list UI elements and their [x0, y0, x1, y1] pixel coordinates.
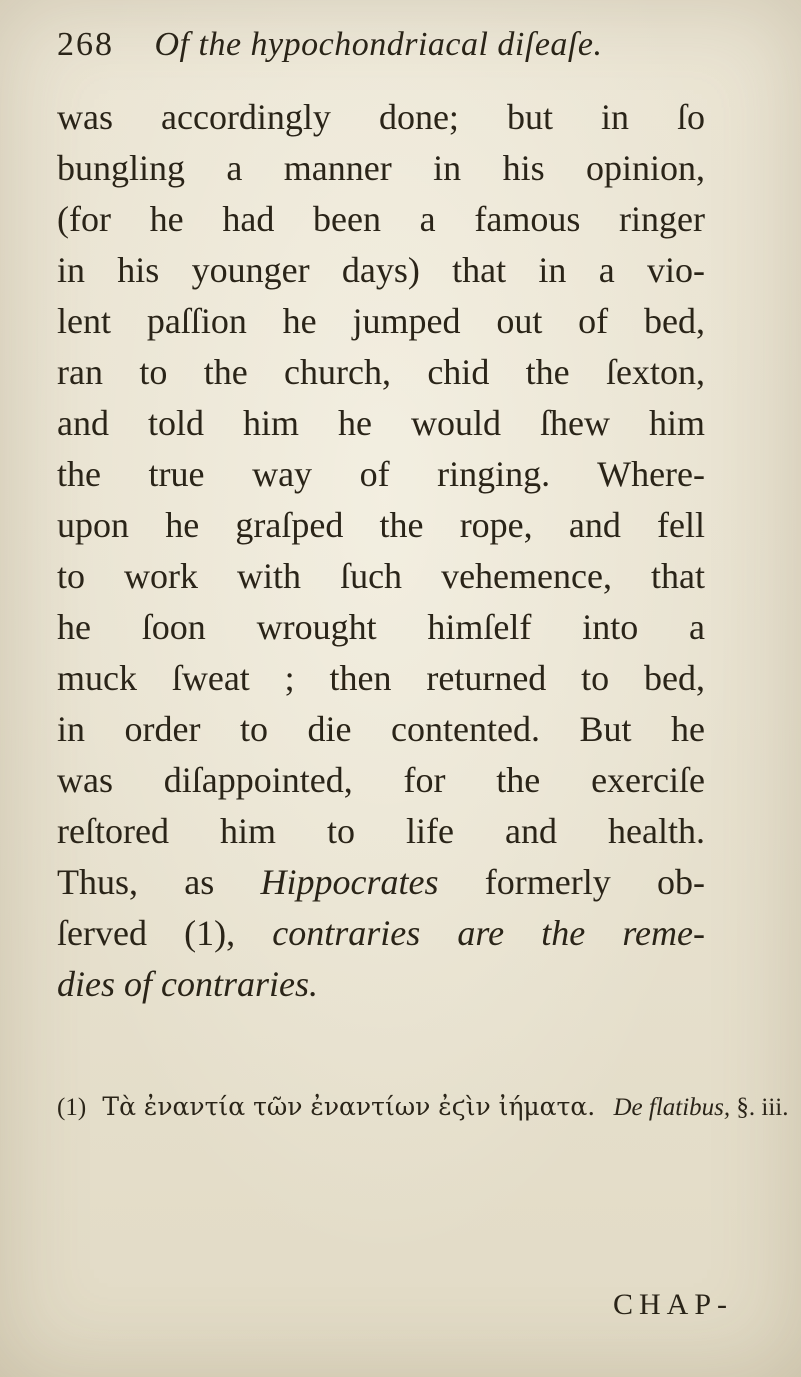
body-line — [57, 143, 705, 194]
body-line-segment: bungling a manner in his opinion, — [57, 148, 705, 188]
body-line-segment: Thus, as — [57, 862, 261, 902]
body-text — [57, 92, 705, 1010]
body-line-segment: was diſappointed, for the exerciſe — [57, 760, 705, 800]
body-line-segment: muck ſweat ; then returned to bed, — [57, 658, 705, 698]
body-line — [57, 551, 705, 602]
footnote — [57, 1090, 789, 1125]
body-line — [57, 398, 705, 449]
body-line-segment: contraries are the reme- — [272, 913, 705, 953]
body-line-segment: and told him he would ſhew him — [57, 403, 705, 443]
body-line-segment: he ſoon wrought himſelf into a — [57, 607, 705, 647]
body-line-segment: was accordingly done; but in ſo — [57, 97, 705, 137]
body-line — [57, 245, 705, 296]
body-line-segment: in his younger days) that in a vio- — [57, 250, 705, 290]
body-line-segment: (for he had been a famous ringer — [57, 199, 705, 239]
footnote-marker: (1) — [57, 1094, 87, 1121]
body-line — [57, 857, 705, 908]
page-number: 268 — [57, 26, 114, 63]
body-line — [57, 959, 705, 1010]
body-line — [57, 806, 705, 857]
body-line-segment: the true way of ringing. Where- — [57, 454, 705, 494]
catchword: CHAP- — [612, 1288, 733, 1321]
page-header — [57, 26, 707, 64]
body-line-segment: to work with ſuch vehemence, that — [57, 556, 705, 596]
body-line-segment: ſerved (1), — [57, 913, 273, 953]
running-title: Of the hypochondriacal diſeaſe. — [154, 26, 603, 63]
body-line-segment: Hippocrates — [260, 862, 439, 902]
body-line-segment: ran to the church, chid the ſexton, — [57, 352, 705, 392]
body-line — [57, 449, 705, 500]
body-line-segment: upon he graſped the rope, and fell — [57, 505, 705, 545]
footnote-source-title: De flatibus, — [613, 1094, 731, 1121]
footnote-greek-text: Τὰ ἐναντία τῶν ἐναντίων ἐϛὶν ἰήματα. — [102, 1092, 596, 1121]
body-line — [57, 347, 705, 398]
body-line-segment: in order to die contented. But he — [57, 709, 705, 749]
body-line — [57, 602, 705, 653]
body-line — [57, 194, 705, 245]
body-line — [57, 653, 705, 704]
body-line — [57, 704, 705, 755]
body-line-segment: formerly ob- — [438, 862, 705, 902]
body-line — [57, 92, 705, 143]
body-line — [57, 908, 705, 959]
footnote-source-ref: §. iii. — [736, 1094, 789, 1121]
body-line-segment: reſtored him to life and health. — [57, 811, 705, 851]
body-line-segment: dies of contraries. — [57, 964, 318, 1004]
body-line — [57, 296, 705, 347]
body-line — [57, 500, 705, 551]
body-line-segment: lent paſſion he jumped out of bed, — [57, 301, 705, 341]
body-line — [57, 755, 705, 806]
